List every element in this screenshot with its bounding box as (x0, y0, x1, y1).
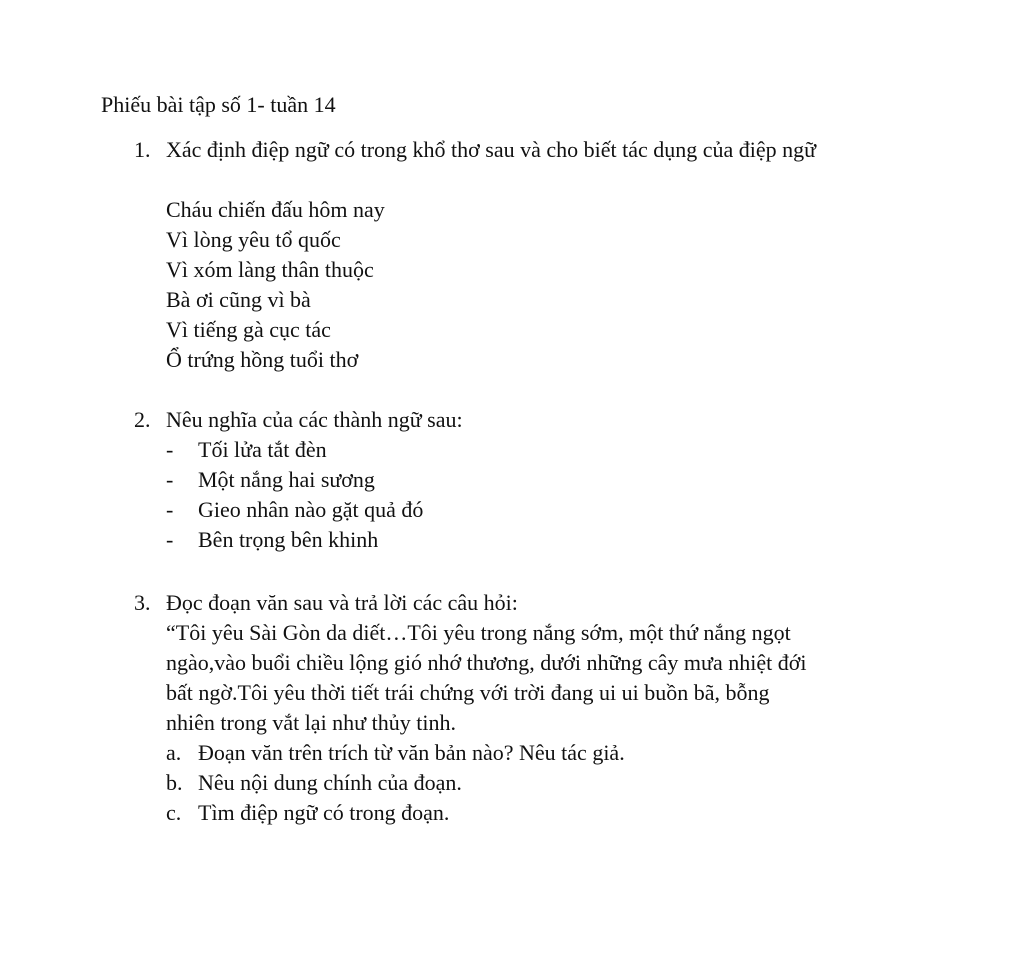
question-3-text: Đọc đoạn văn sau và trả lời các câu hỏi: (166, 590, 518, 615)
passage-line: “Tôi yêu Sài Gòn da diết…Tôi yêu trong nắng sớm, một thứ nắng ngọt (166, 620, 791, 645)
list-bullet: - (166, 497, 174, 522)
list-bullet: - (166, 437, 174, 462)
idiom-item: Một nắng hai sương (198, 467, 375, 492)
question-2-text: Nêu nghĩa của các thành ngữ sau: (166, 407, 463, 432)
idiom-item: Gieo nhân nào gặt quả đó (198, 497, 424, 522)
subquestion-text: Tìm điệp ngữ có trong đoạn. (198, 800, 450, 825)
list-bullet: - (166, 467, 174, 492)
poem-line: Bà ơi cũng vì bà (166, 287, 311, 312)
passage-line: ngào,vào buổi chiều lộng gió nhớ thương, dưới những cây mưa nhiệt đới (166, 650, 807, 675)
passage-line: bất ngờ.Tôi yêu thời tiết trái chứng với trời đang ui ui buồn bã, bỗng (166, 680, 770, 705)
passage-line: nhiên trong vắt lại như thủy tinh. (166, 710, 456, 735)
subquestion-text: Đoạn văn trên trích từ văn bản nào? Nêu tác giả. (198, 740, 625, 765)
subquestion-letter: c. (166, 800, 182, 825)
subquestion-letter: a. (166, 740, 182, 765)
subquestion-letter: b. (166, 770, 183, 795)
poem-line: Vì xóm làng thân thuộc (166, 257, 374, 282)
idiom-item: Tối lửa tắt đèn (198, 437, 327, 462)
poem-line: Cháu chiến đấu hôm nay (166, 197, 385, 222)
question-1-text: Xác định điệp ngữ có trong khổ thơ sau và cho biết tác dụng của điệp ngữ (166, 137, 817, 162)
poem-line: Ổ trứng hồng tuổi thơ (166, 347, 359, 372)
poem-line: Vì lòng yêu tổ quốc (166, 227, 341, 252)
question-3-number: 3. (134, 590, 151, 615)
worksheet-title: Phiếu bài tập số 1- tuần 14 (101, 92, 336, 117)
poem-line: Vì tiếng gà cục tác (166, 317, 331, 342)
list-bullet: - (166, 527, 174, 552)
subquestion-text: Nêu nội dung chính của đoạn. (198, 770, 462, 795)
question-2-number: 2. (134, 407, 151, 432)
question-1-number: 1. (134, 137, 151, 162)
idiom-item: Bên trọng bên khinh (198, 527, 379, 552)
